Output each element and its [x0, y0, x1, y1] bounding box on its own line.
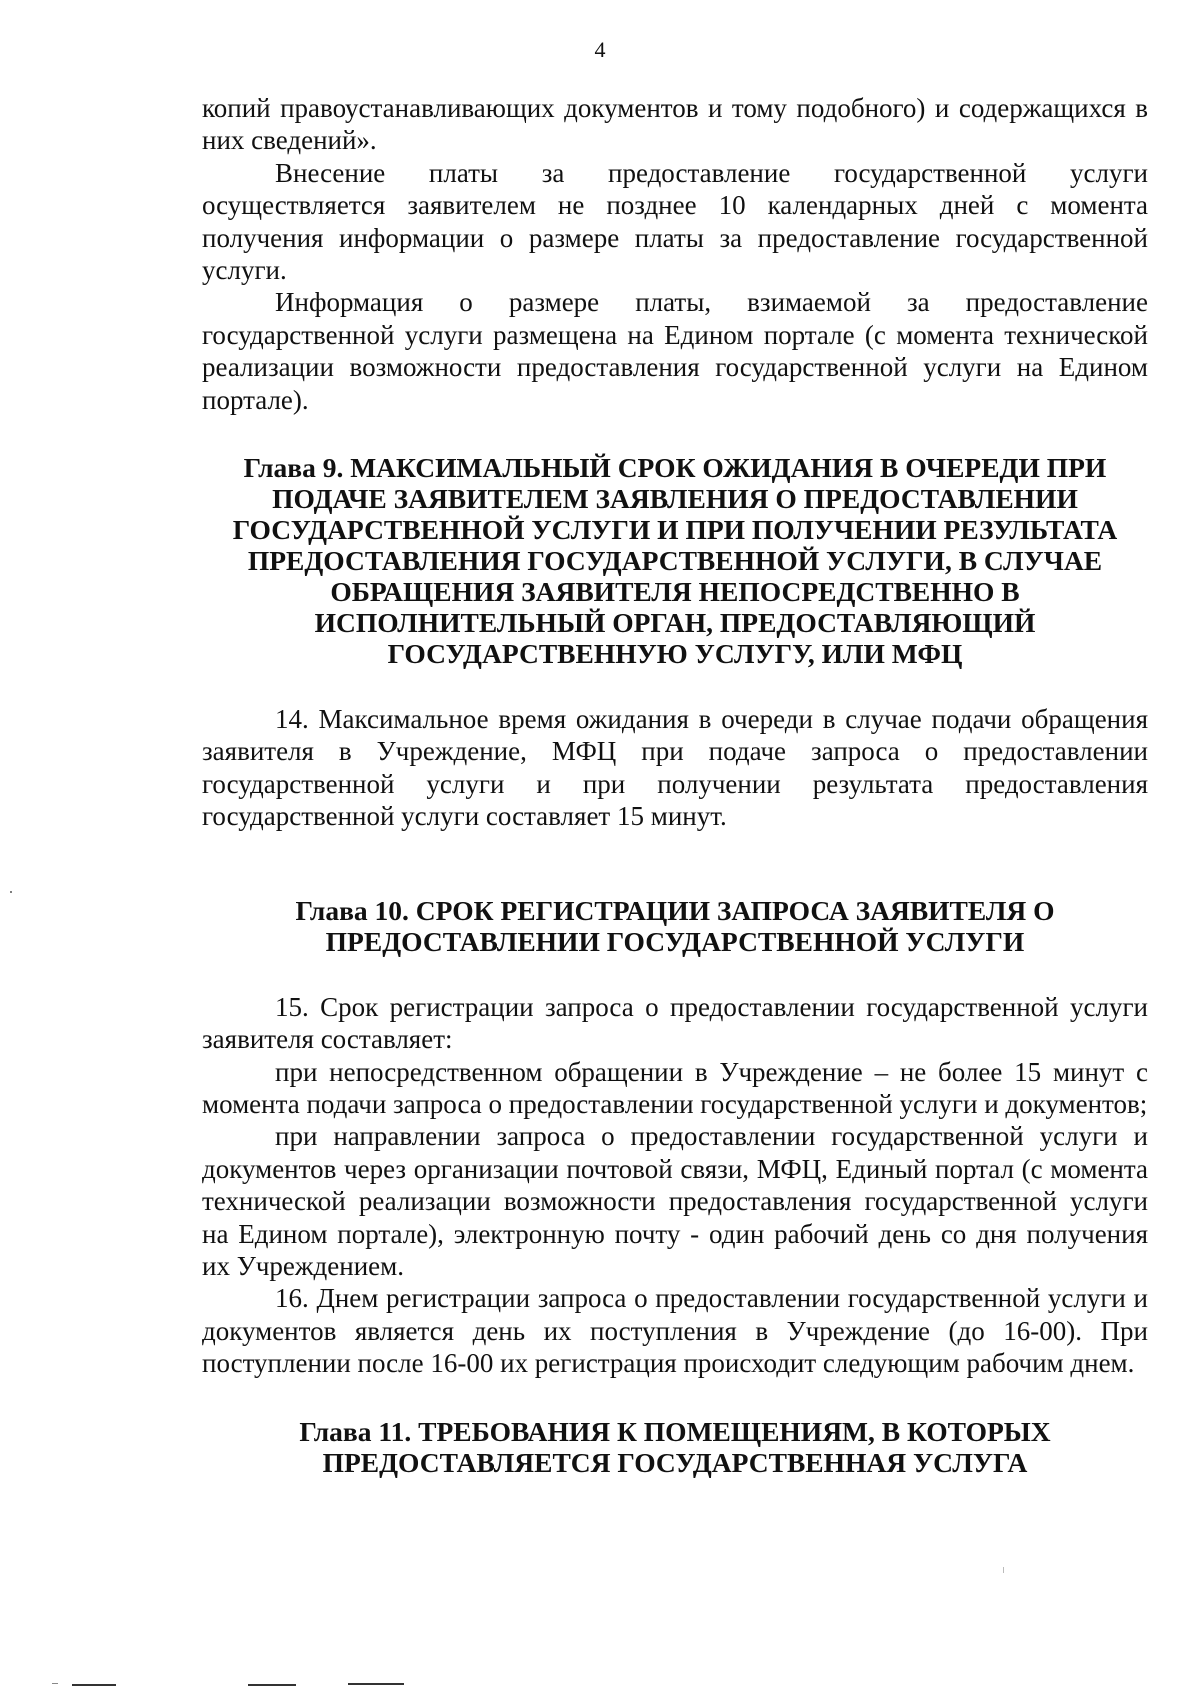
chapter-9-heading: Глава 9. МАКСИМАЛЬНЫЙ СРОК ОЖИДАНИЯ В ОЧЕРЕДИ ПРИ ПОДАЧЕ ЗАЯВИТЕЛЕМ ЗАЯВЛЕНИЯ О ПРЕДОСТАВЛЕНИИ ГОСУДАРСТВЕННОЙ УСЛУГИ И ПРИ ПОЛУЧЕНИИ РЕЗУЛЬТАТА ПРЕДОСТАВЛЕНИЯ ГОСУДАРСТВЕННОЙ УСЛУГИ, В СЛУЧАЕ ОБРАЩЕНИЯ ЗАЯВИТЕЛЯ НЕПОСРЕДСТВЕННО В ИСПОЛНИТЕЛЬНЫЙ ОРГАН, ПРЕДОСТАВЛЯЮЩИЙ ГОСУДАРСТВЕННУЮ УСЛУГУ, ИЛИ МФЦ — [232, 452, 1118, 670]
paragraph-payment-deadline: Внесение платы за предоставление государственной услуги осуществляется заявителем не позднее 10 календарных дней с момента получения информации о размере платы за предоставление государственной услуги. — [202, 157, 1148, 286]
paragraph-15: 15. Срок регистрации запроса о предоставлении государственной услуги заявителя составляет: — [202, 991, 1148, 1055]
chapter-10-heading: Глава 10. СРОК РЕГИСТРАЦИИ ЗАПРОСА ЗАЯВИТЕЛЯ О ПРЕДОСТАВЛЕНИИ ГОСУДАРСТВЕННОЙ УСЛУГИ — [295, 894, 1055, 957]
page-number: 4 — [594, 37, 606, 62]
paragraph-14: 14. Максимальное время ожидания в очереди в случае подачи обращения заявителя в Учреждение, МФЦ при подаче запроса о предоставлении государственной услуги и при получении результата предоставления государственной услуги составляет 15 минут. — [202, 704, 1148, 832]
scan-artifact-line — [72, 1684, 116, 1686]
scan-artifact-tick — [1003, 1567, 1004, 1573]
paragraph-16: 16. Днем регистрации запроса о предоставлении государственной услуги и документов является день их поступления в Учреждение (до 16-00). При поступлении после 16-00 их регистрация происходит следующим рабочим днем. — [202, 1283, 1148, 1379]
chapter-11-heading: Глава 11. ТРЕБОВАНИЯ К ПОМЕЩЕНИЯМ, В КОТОРЫХ ПРЕДОСТАВЛЯЕТСЯ ГОСУДАРСТВЕННАЯ УСЛУГА — [299, 1415, 1051, 1478]
paragraph-15-direct: при непосредственном обращении в Учреждение – не более 15 минут с момента подачи запроса о предоставлении государственной услуги и документов; — [202, 1056, 1148, 1119]
paragraph-payment-info: Информация о размере платы, взимаемой за предоставление государственной услуги размещена на Едином портале (с момента технической реализации возможности предоставления государственной услуги на Едином портале). — [202, 287, 1148, 415]
paragraph-continuation: копий правоустанавливающих документов и тому подобного) и содержащихся в них сведений». — [202, 93, 1148, 156]
scan-artifact-line — [52, 1683, 58, 1684]
document-body — [202, 92, 1148, 1478]
scan-artifact-dot — [10, 891, 12, 893]
paragraph-15-remote: при направлении запроса о предоставлении государственной услуги и документов через организации почтовой связи, МФЦ, Единый портал (с момента технической реализации возможности предоставления государственной услуги на Едином портале), электронную почту - один рабочий день со дня получения их Учреждением. — [202, 1121, 1148, 1281]
scan-artifact-line — [248, 1684, 296, 1686]
scan-artifact-line — [348, 1683, 404, 1685]
